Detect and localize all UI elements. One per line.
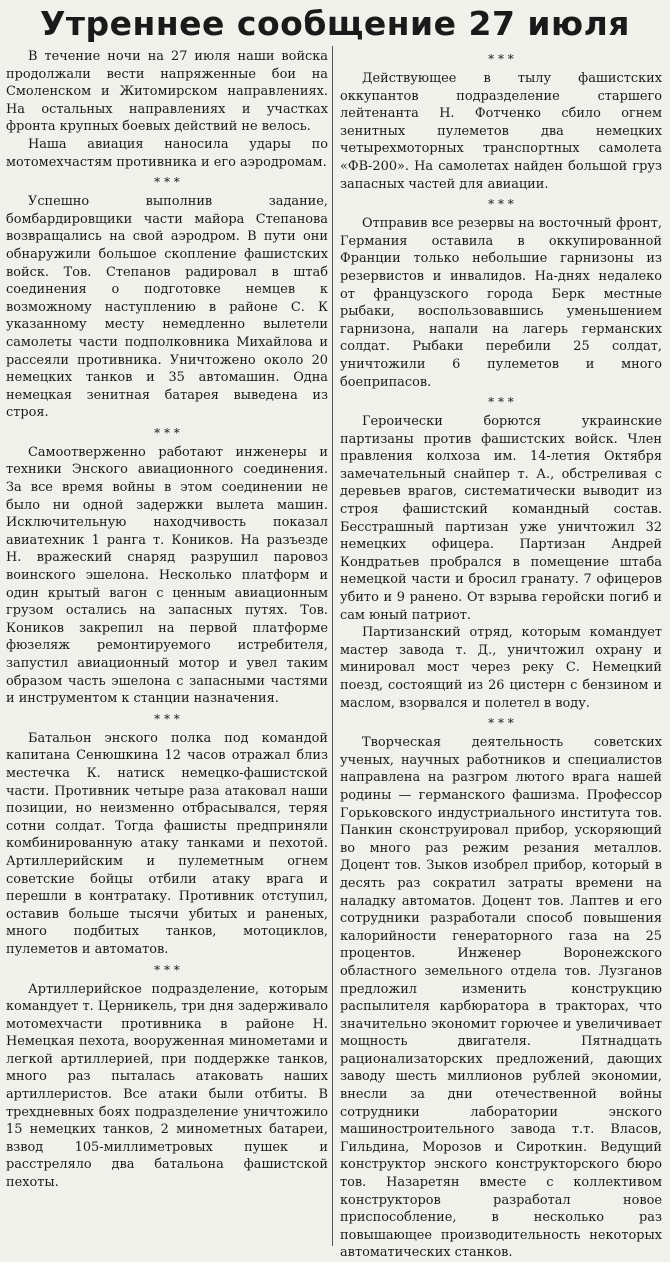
section-separator: * * * <box>488 395 514 410</box>
article-paragraph: Действующее в тылу фашистских оккупантов подразделение старшего лейтенанта Н. Фотченко сбило огнем зенитных пулеметов два немецких четырехмоторных транспортных самолета «ФВ-200». На самолетах найден большой груз запасных частей для авиации. <box>340 71 662 192</box>
headline: Утреннее сообщение 27 июля <box>39 4 630 43</box>
column-divider <box>332 46 333 1246</box>
left-column <box>6 48 328 1244</box>
article-paragraph: Героически борются украинские партизаны против фашистских войск. Член правления колхоза им. 14-летия Октября замечательный снайпер т. А., обстреливая с деревьев врагов, систематически выводит из строя фашистский командный состав. Бесстрашный партизан уже уничтожил 32 немецких офицера. Партизан Андрей Кондратьев пробрался в помещение штаба немецкой части и бросил гранату. 7 офицеров убито и 9 ранено. От взрыва геройски погиб и сам юный патриот. <box>340 414 662 623</box>
article-paragraph: Батальон энского полка под командой капитана Сенюшкина 12 часов отражал близ местечка К. натиск немецко-фашистской части. Противник четыре раза атаковал наши позиции, но неизменно отбрасывался, теряя сотни солдат. Тогда фашисты предприняли комбинированную атаку танками и пехотой. Артиллерийским и пулеметным огнем советские бойцы отбили атаку врага и перешли в контратаку. Противник отступил, оставив больше тысячи убитых и раненых, много подбитых танков, мотоциклов, пулеметов и автоматов. <box>6 730 328 957</box>
section-separator: * * * <box>154 711 180 726</box>
article-paragraph: Партизанский отряд, которым командует мастер завода т. Д., уничтожил охрану и минировал мост через реку С. Немецкий поезд, состоящий из 26 цистерн с бензином и маслом, взорвался и полетел в воду. <box>340 625 662 711</box>
section-separator: * * * <box>488 716 514 731</box>
right-column <box>340 48 662 1261</box>
section-separator: * * * <box>488 197 514 212</box>
article-paragraph: Артиллерийское подразделение, которым командует т. Церникель, три дня задерживало мотомехчасти противника в районе Н. Немецкая пехота, вооруженная минометами и легкой артиллерией, при поддержке танков, много раз пыталась атаковать наших артиллеристов. Все атаки были отбиты. В трехдневных боях подразделение уничтожило 15 немецких танков, 2 минометных батареи, взвод 105-миллиметровых пушек и расстреляло два батальона фашистской пехоты. <box>6 981 328 1191</box>
article-paragraph: Отправив все резервы на восточный фронт, Германия оставила в оккупированной Франции только небольшие гарнизоны из резервистов и инвалидов. На-днях недалеко от французского города Берк местные рыбаки, воспользовавшись уменьшением гарнизона, напали на лагерь германских солдат. Рыбаки перебили 25 солдат, уничтожили 6 пулеметов и много боеприпасов. <box>340 216 662 390</box>
article-paragraph: Творческая деятельность советских ученых, научных работников и специалистов направлена на разгром лютого врага нашей родины — германского фашизма. Профессор Горьковского индустриального института тов. Панкин сконструировал прибор, ускоряющий во много раз режим резания металлов. Доцент тов. Зыков изобрел прибор, который в десять раз сократил затраты времени на наладку автоматов. Доцент тов. Лаптев и его сотрудники разработали способ повышения калорийности генераторного газа на 25 процентов. Инженер Воронежского областного земельного отдела тов. Лузганов предложил изменить конструкцию распылителя карбюратора в тракторах, что значительно экономит горючее и увеличивает мощность двигателя. Пятнадцать рационализаторских предложений, дающих заводу шесть миллионов рублей экономии, внесли за дни отечественной войны сотрудники лаборатории энского машиностроительного завода т.т. Власов, Гильдина, Морозов и Сироткин. Ведущий конструктор энского конструкторского бюро тов. Назаретян вместе с коллективом конструкторов разработал новое приспособление, в несколько раз повышающее производительность некоторых автоматических станков. <box>340 735 662 1261</box>
section-separator: * * * <box>488 52 514 66</box>
article-paragraph: В течение ночи на 27 июля наши войска продолжали вести напряженные бои на Смоленском и Житомирском направлениях. На остальных направлениях и участках фронта крупных боевых действий не велось. <box>6 49 328 135</box>
article-paragraph: Самоотверженно работают инженеры и техники Энского авиационного соединения. За все время войны в этом соединении не было ни одной задержки вылета машин. Исключительную находчивость показал авиатехник 1 ранга т. Коников. На разъезде Н. вражеский снаряд разрушил паровоз воинского эшелона. Несколько платформ и один крытый вагон с ценным авиационным грузом остались на запасных путях. Тов. Коников закрепил на первой платформе фюзеляж ремонтируемого истребителя, запустил авиационный мотор и увел таким образом часть эшелона с запасными частями и инструментом к станции назначения. <box>6 444 328 707</box>
article-paragraph: Успешно выполнив задание, бомбардировщики части майора Степанова возвращались на свой аэродром. В пути они обнаружили большое скопление фашистских войск. Тов. Степанов радировал в штаб соединения о подготовке немцев к возможному наступлению в районе С. К указанному месту немедленно вылетели самолеты части подполковника Михайлова и рассеяли противника. Уничтожено около 20 немецких танков и 35 автомашин. Одна немецкая зенитная батарея выведена из строя. <box>6 194 328 421</box>
section-separator: * * * <box>154 175 180 190</box>
section-separator: * * * <box>154 425 180 440</box>
section-separator: * * * <box>154 962 180 977</box>
article-paragraph: Наша авиация наносила удары по мотомехчастям противника и его аэродромам. <box>6 136 328 170</box>
